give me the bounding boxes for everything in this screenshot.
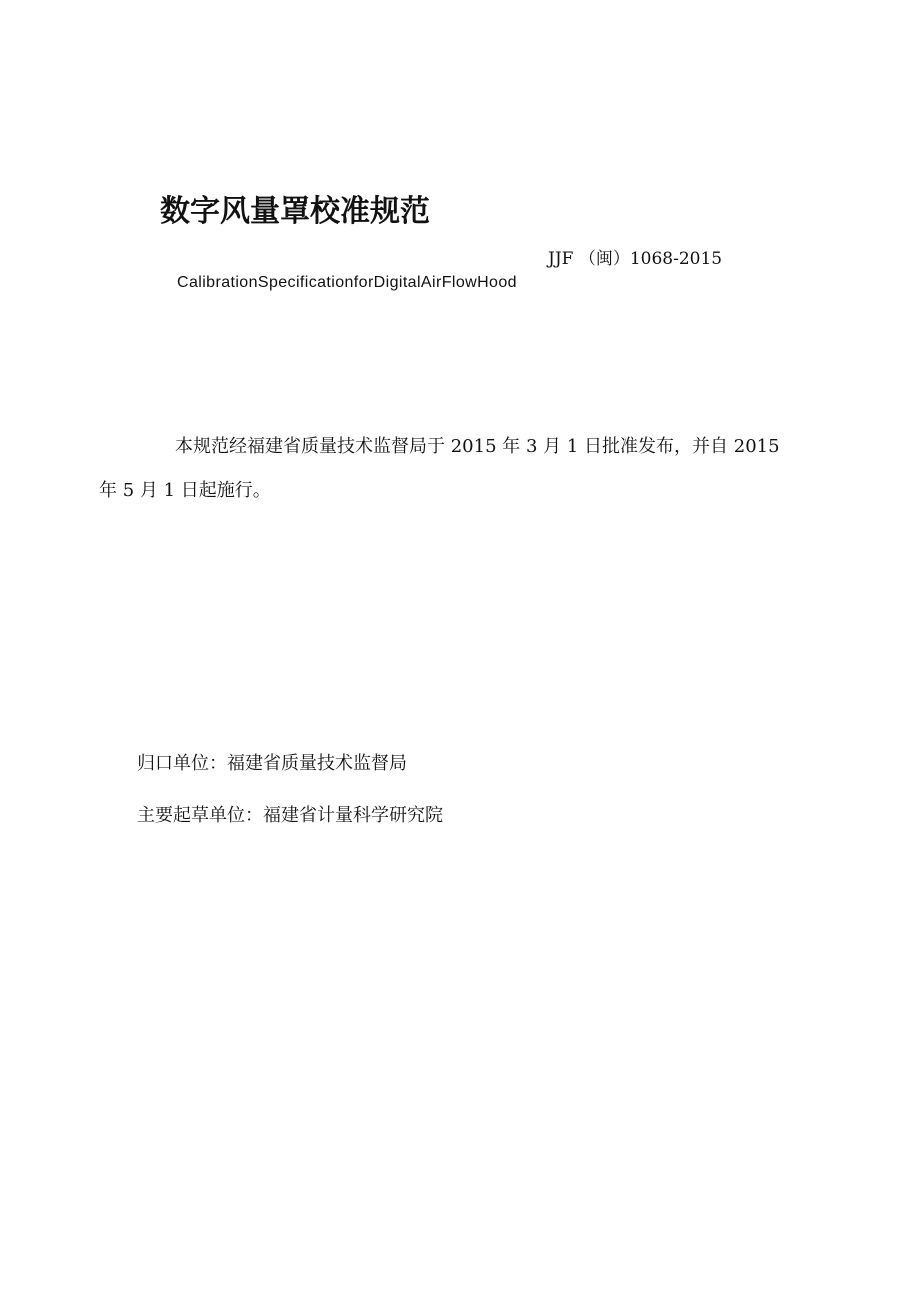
drafting-unit: 主要起草单位：福建省计量科学研究院	[137, 805, 443, 826]
specification-code: JJF （闽）1068-2015	[548, 249, 723, 269]
approval-line-2: 年 5 月 1 日起施行。	[99, 480, 271, 501]
document-title: 数字风量罩校准规范	[160, 194, 430, 229]
english-title: CalibrationSpecificationforDigitalAirFlowHood	[177, 274, 517, 291]
approval-paragraph	[99, 425, 817, 513]
responsible-unit: 归口单位：福建省质量技术监督局	[137, 753, 407, 774]
approval-line-1: 本规范经福建省质量技术监督局于 2015 年 3 月 1 日批准发布，并自 2015	[175, 436, 780, 457]
